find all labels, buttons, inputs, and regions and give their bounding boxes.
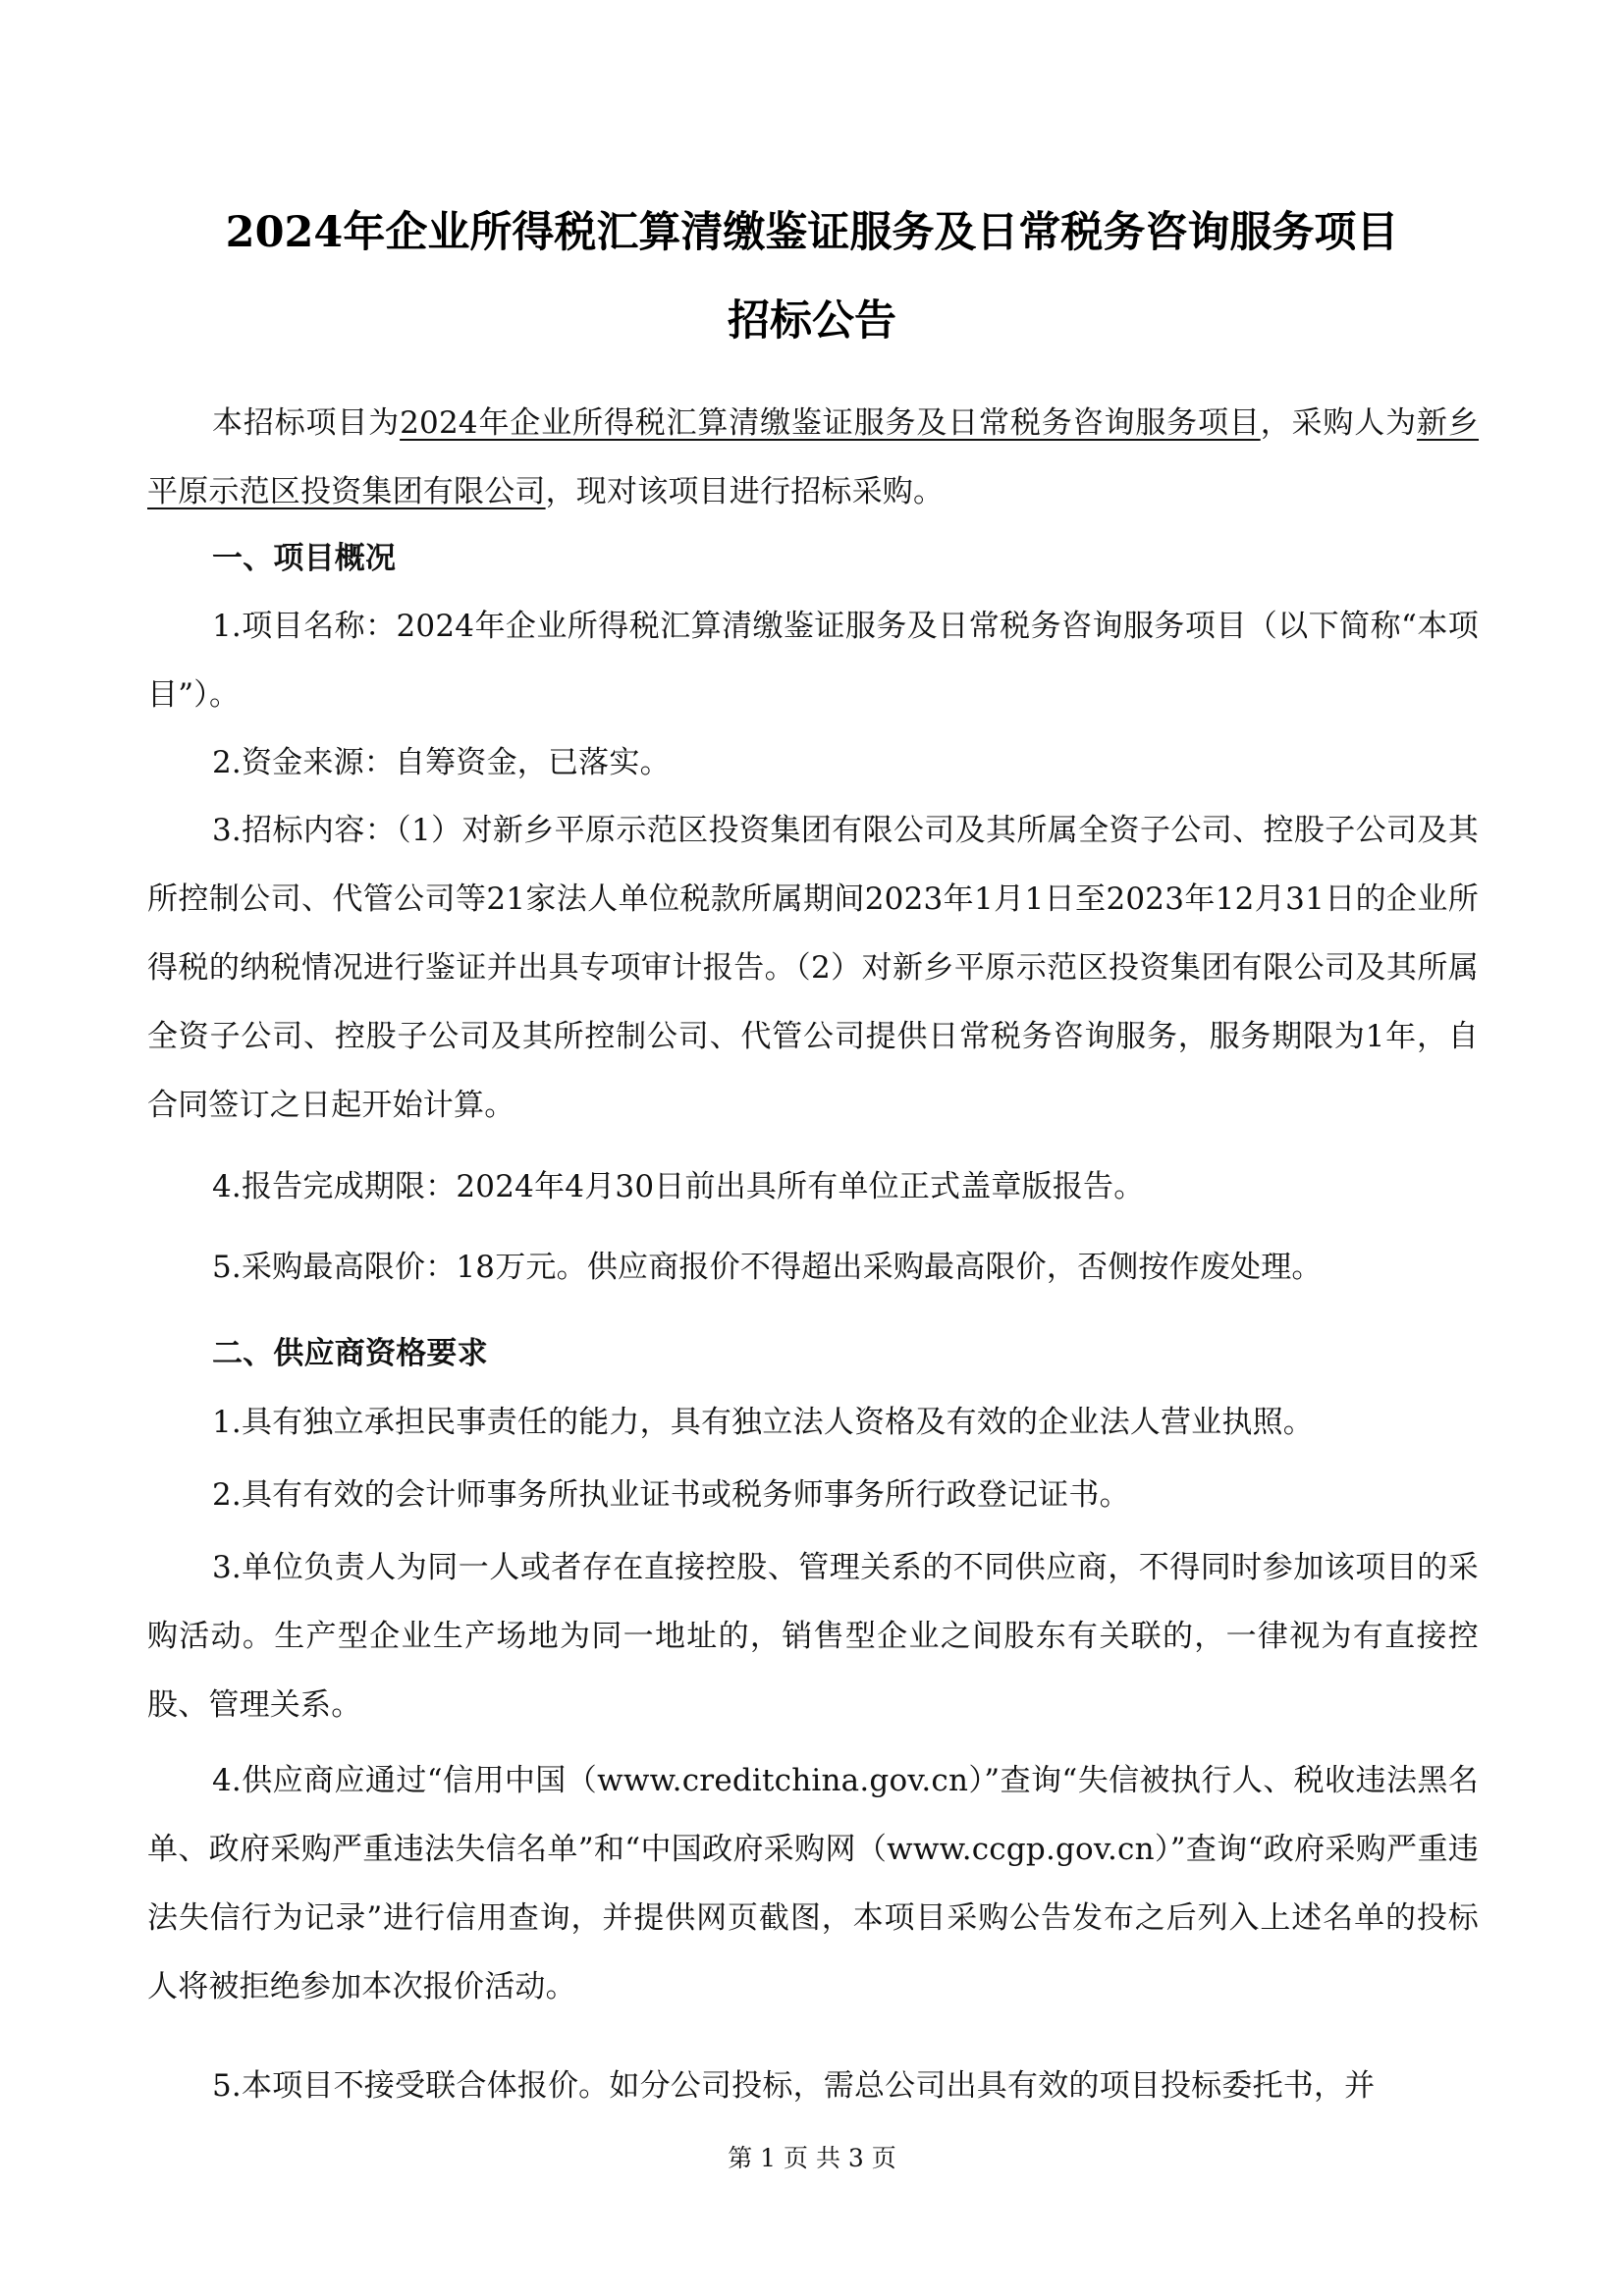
section2-item-3: 3.单位负责人为同一人或者存在直接控股、管理关系的不同供应商，不得同时参加该项目的采购活动。生产型企业生产场地为同一地址的，销售型企业之间股东有关联的，一律视为有直接控股、管理关系。 xyxy=(147,1550,1479,1723)
purchaser-name-underlined: 新乡平原示范区投资集团有限公司 xyxy=(147,405,1480,509)
intro-pre: 本招标项目为 xyxy=(212,405,401,441)
section1-item-2: 2.资金来源：自筹资金，已落实。 xyxy=(212,745,671,780)
document-subtitle: 招标公告 xyxy=(728,296,896,346)
section1-item-5: 5.采购最高限价：18万元。供应商报价不得超出采购最高限价，否侧按作废处理。 xyxy=(212,1250,1323,1285)
section1-heading: 一、项目概况 xyxy=(212,541,397,576)
page-number-footer: 第 1 页 共 3 页 xyxy=(728,2144,896,2172)
section1-item-1: 1.项目名称：2024年企业所得税汇算清缴鉴证服务及日常税务咨询服务项目（以下简称“本项目”）。 xyxy=(147,609,1479,713)
intro-mid: ，采购人为 xyxy=(1260,405,1417,441)
document-title: 2024年企业所得税汇算清缴鉴证服务及日常税务咨询服务项目 xyxy=(225,208,1399,257)
section1-item-4: 4.报告完成期限：2024年4月30日前出具所有单位正式盖章版报告。 xyxy=(212,1169,1145,1204)
intro-paragraph xyxy=(147,389,1479,526)
intro-post: ，现对该项目进行招标采购。 xyxy=(545,474,945,509)
section2-heading: 二、供应商资格要求 xyxy=(212,1336,488,1371)
section1-item-3: 3.招标内容：（1）对新乡平原示范区投资集团有限公司及其所属全资子公司、控股子公司及其所控制公司、代管公司等21家法人单位税款所属期间2023年1月1日至2023年12月31日的企业所得税的纳税情况进行鉴证并出具专项审计报告。（2）对新乡平原示范区投资集团有限公司及其所属全资子公司、控股子公司及其所控制公司、代管公司提供日常税务咨询服务，服务期限为1年，自合同签订之日起开始计算。 xyxy=(147,813,1479,1123)
section2-item-5: 5.本项目不接受联合体报价。如分公司投标，需总公司出具有效的项目投标委托书，并 xyxy=(212,2068,1376,2104)
section2-item-2: 2.具有有效的会计师事务所执业证书或税务师事务所行政登记证书。 xyxy=(212,1477,1130,1513)
section2-item-4: 4.供应商应通过“信用中国（www.creditchina.gov.cn）”查询“失信被执行人、税收违法黑名单、政府采购严重违法失信名单”和“中国政府采购网（www.ccgp.gov.cn）”查询“政府采购严重违法失信行为记录”进行信用查询，并提供网页截图，本项目采购公告发布之后列入上述名单的投标人将被拒绝参加本次报价活动。 xyxy=(147,1763,1479,2004)
project-name-underlined: 2024年企业所得税汇算清缴鉴证服务及日常税务咨询服务项目 xyxy=(400,405,1261,441)
section2-item-1: 1.具有独立承担民事责任的能力，具有独立法人资格及有效的企业法人营业执照。 xyxy=(212,1405,1314,1440)
